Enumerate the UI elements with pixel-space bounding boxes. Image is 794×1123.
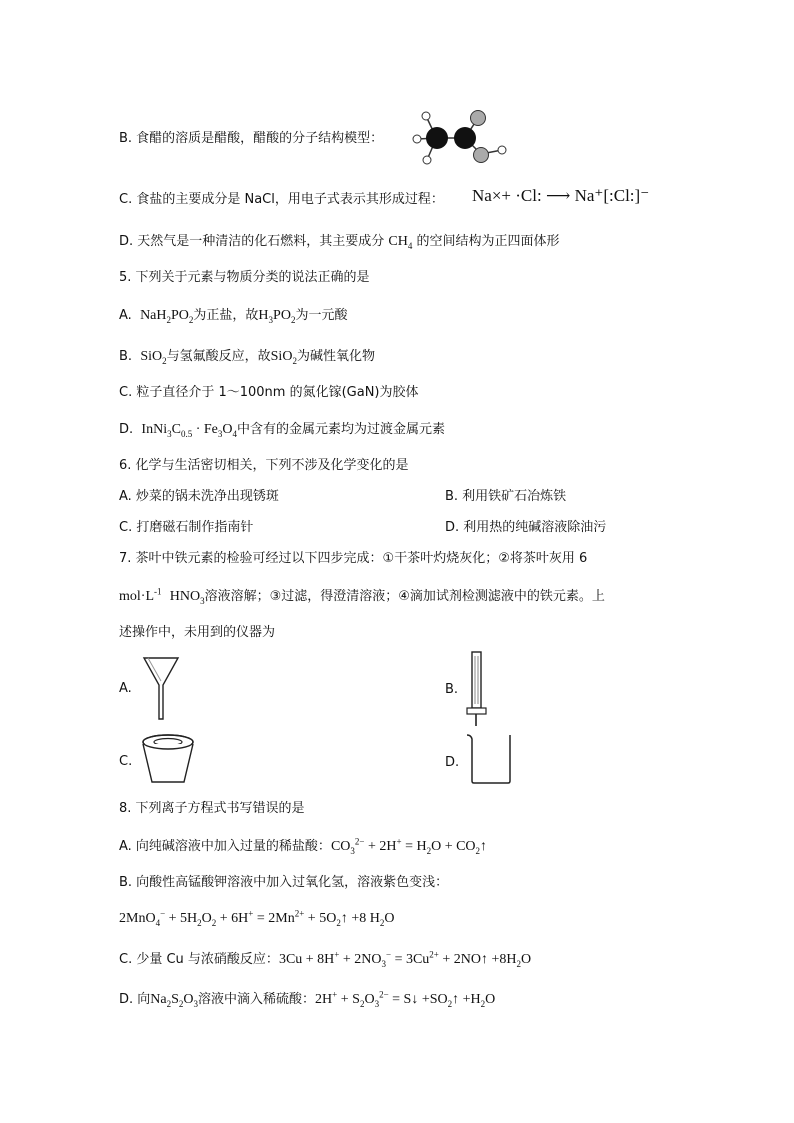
- q4-d-text-a: D. 天然气是一种清洁的化石燃料，其主要成分: [119, 234, 385, 249]
- q8-b-equation: $2MnO_4^- + 5H_2O_2 + 6H^+ = 2Mn^{2+}$ + $5O_2↑ +8$ $H_2O$: [119, 908, 395, 928]
- q7-stem-line1: 7. 茶叶中铁元素的检验可经过以下四步完成：①干茶叶灼烧灰化；②将茶叶灰用 6: [119, 551, 588, 566]
- q4-option-d: [119, 233, 560, 251]
- q5-option-c: C. 粒子直径介于 1～100nm 的氮化镓(GaN)为胶体: [119, 385, 419, 400]
- q5-option-a: A. $NaH_2PO_2$为正盐，故$H_3PO_2$为一元酸: [119, 308, 348, 325]
- burette-icon: [465, 650, 489, 728]
- q5-stem: 5. 下列关于元素与物质分类的说法正确的是: [119, 270, 370, 285]
- q8-option-b: B. 向酸性高锰酸钾溶液中加入过氧化氢，溶液紫色变浅：: [119, 875, 449, 890]
- q8-option-a: A. 向纯碱溶液中加入过量的稀盐酸：$CO_3^{2-} + 2H^+ = H_2O$ + $CO_2↑$: [119, 836, 488, 856]
- q7-option-b-label: B.: [445, 682, 459, 697]
- q6-option-a: A. 炒菜的锅未洗净出现锈斑: [119, 489, 279, 504]
- q8-stem: 8. 下列离子方程式书写错误的是: [119, 801, 305, 816]
- concentration-unit: $mol\cdot L^{-1}$: [119, 586, 162, 604]
- q4-b-text: B. 食醋的溶质是醋酸，醋酸的分子结构模型：: [119, 131, 384, 146]
- q4-c-text: C. 食盐的主要成分是 NaCl，用电子式表示其形成过程：: [119, 192, 444, 207]
- ch4-formula: $CH_4$: [388, 234, 413, 251]
- q7-stem-line3: 述操作中，未用到的仪器为: [119, 625, 276, 640]
- q8-a-equation: $CO_3^{2-} + 2H^+ = H_2O$ + $CO_2↑$: [330, 836, 488, 856]
- q6-option-c: C. 打磨磁石制作指南针: [119, 520, 254, 535]
- q4-d-text-b: 的空间结构为正四面体形: [416, 234, 560, 249]
- crucible-icon: [140, 732, 196, 786]
- q5-option-d: D. $InNi_3C_{0.5} \cdot Fe_3O_4$中含有的金属元素均为过渡金属元素: [119, 422, 445, 439]
- funnel-icon: [142, 655, 180, 723]
- q6-stem: 6. 化学与生活密切相关，下列不涉及化学变化的是: [119, 458, 409, 473]
- nacl-electron-formula: [472, 186, 649, 206]
- q8-c-equation: $3Cu + 8H^+ + 2NO_3^- = 3Cu^{2+}$ + 2NO↑ $+8H_2O$: [278, 949, 532, 969]
- q6-option-b: B. 利用铁矿石冶炼铁: [445, 489, 567, 504]
- q7-option-a-label: A.: [119, 681, 132, 696]
- beaker-icon: [464, 732, 516, 786]
- h3po2-formula: $H_3PO_2$: [258, 308, 296, 325]
- nacl-formation-process: Na×+ ·Cl: ⟶ Na⁺[:Cl:]⁻: [472, 186, 650, 205]
- sio2-formula: SiO$_2$: [140, 349, 167, 366]
- q4-option-b: [119, 130, 383, 148]
- q6-option-d: D. 利用热的纯碱溶液除油污: [445, 520, 607, 535]
- nah2po2-formula: $NaH_2PO_2$: [140, 308, 194, 325]
- q7-option-d-label: D.: [445, 755, 460, 770]
- q8-option-c: C. 少量 Cu 与浓硝酸反应：$3Cu + 8H^+ + 2NO_3^- = 3Cu^{2+}$ + 2NO↑ $+8H_2O$: [119, 949, 532, 969]
- hno3-formula: $HNO_3$: [169, 589, 205, 606]
- q4-option-c: [119, 191, 444, 209]
- innic-fe3o4-formula: $InNi_3C_{0.5} \cdot Fe_3O_4$: [141, 422, 237, 439]
- q8-option-d: D. 向$Na_2S_2O_3$溶液中滴入稀硫酸：$2H^+ + S_2O_3^{2-}$ = S↓ $+SO_2↑ +H_2O$: [119, 989, 496, 1009]
- acetic-acid-model-image: [412, 110, 507, 166]
- sio2-formula-2: SiO$_2$: [270, 349, 297, 366]
- q5-option-b: B. SiO$_2$与氢氟酸反应，故SiO$_2$为碱性氧化物: [119, 349, 375, 366]
- q7-stem-line2: $mol\cdot L^{-1}$ $HNO_3$溶液溶解；③过滤，得澄清溶液；④滴加试剂检测滤液中的铁元素。上: [119, 586, 605, 606]
- q8-d-equation: $2H^+ + S_2O_3^{2-}$ = S↓ $+SO_2↑ +H_2O$: [315, 989, 496, 1009]
- na2s2o3-formula: $Na_2S_2O_3$: [150, 992, 199, 1009]
- q7-option-c-label: C.: [119, 754, 133, 769]
